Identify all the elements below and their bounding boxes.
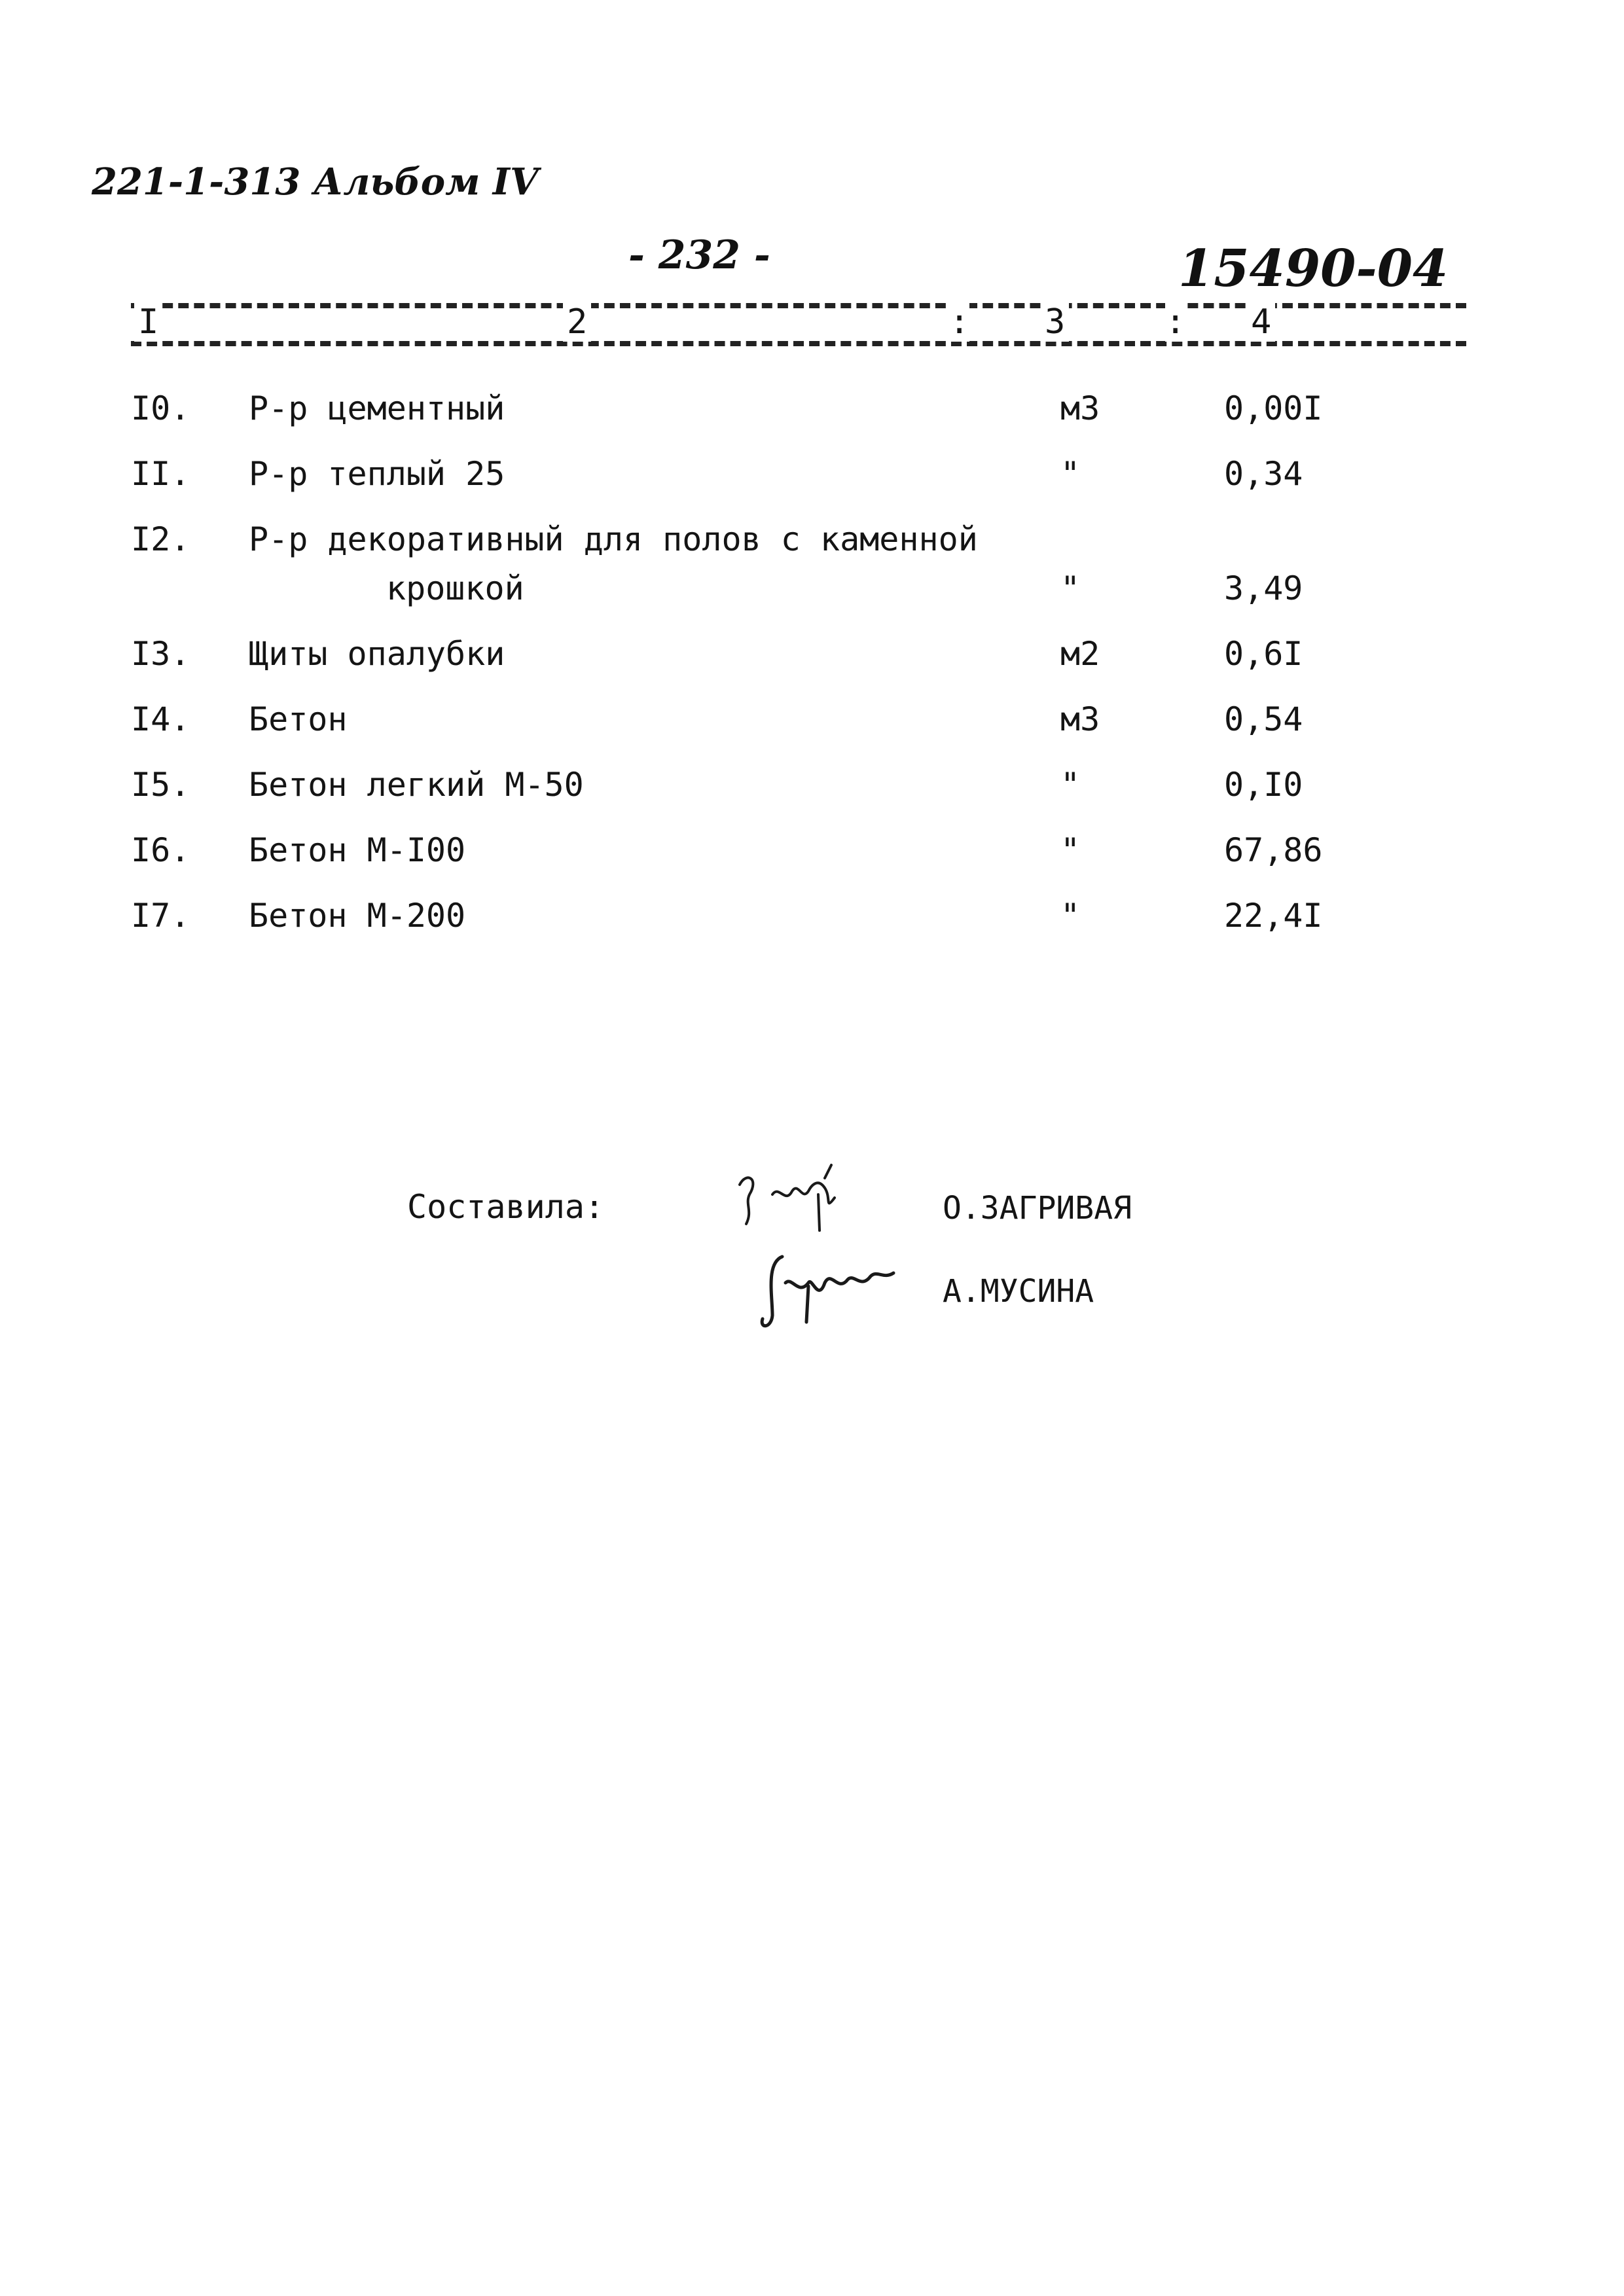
table-row: [0, 897, 1624, 949]
quantity: 22,4I: [1224, 897, 1323, 935]
unit: ": [1060, 766, 1081, 804]
row-number: I4.: [131, 700, 190, 738]
column-separator: :: [1165, 302, 1186, 342]
column-header-3: 3: [1041, 302, 1069, 342]
row-number: I2.: [131, 520, 190, 558]
material-name: Щиты опалубки: [249, 635, 505, 673]
material-name: Р-р цементный: [249, 389, 505, 427]
unit: ": [1060, 897, 1081, 935]
table-row: [0, 520, 1624, 625]
row-number: I5.: [131, 766, 190, 804]
unit: м3: [1060, 389, 1100, 427]
quantity: 0,00I: [1224, 389, 1323, 427]
table-row: [0, 389, 1624, 442]
material-name: Бетон легкий М-50: [249, 766, 584, 804]
material-name: Бетон М-I00: [249, 831, 466, 869]
signer-name: О.ЗАГРИВАЯ: [943, 1190, 1132, 1227]
table-row: [0, 700, 1624, 753]
quantity: 0,I0: [1224, 766, 1303, 804]
material-name: Бетон: [249, 700, 348, 738]
material-name: Бетон М-200: [249, 897, 466, 935]
row-number: I0.: [131, 389, 190, 427]
material-name-continuation: крошкой: [386, 569, 524, 607]
table-row: [0, 455, 1624, 507]
unit: м2: [1060, 635, 1100, 673]
table-row: [0, 766, 1624, 818]
composed-by-label: Составила:: [407, 1188, 605, 1226]
row-number: II.: [131, 455, 190, 493]
row-number: I3.: [131, 635, 190, 673]
row-number: I7.: [131, 897, 190, 935]
column-header-1: I: [134, 302, 162, 342]
unit: м3: [1060, 700, 1100, 738]
signer-name: А.МУСИНА: [943, 1273, 1094, 1310]
material-name: Р-р декоративный для полов с каменной: [249, 520, 978, 558]
quantity: 3,49: [1224, 569, 1303, 607]
header-rule-bottom: [131, 341, 1466, 346]
signature-2: [746, 1244, 910, 1342]
column-header-2: 2: [563, 302, 591, 342]
row-number: I6.: [131, 831, 190, 869]
album-reference: 221-1-313 Альбом IV: [92, 160, 539, 204]
table-row: [0, 635, 1624, 687]
document-code: 15490-04: [1178, 239, 1449, 298]
signature-1: [727, 1158, 871, 1257]
unit: ": [1060, 455, 1081, 493]
material-name: Р-р теплый 25: [249, 455, 505, 493]
quantity: 67,86: [1224, 831, 1323, 869]
table-row: [0, 831, 1624, 884]
quantity: 0,6I: [1224, 635, 1303, 673]
unit: ": [1060, 831, 1081, 869]
quantity: 0,34: [1224, 455, 1303, 493]
quantity: 0,54: [1224, 700, 1303, 738]
column-header-4: 4: [1247, 302, 1275, 342]
unit: ": [1060, 569, 1081, 607]
column-separator: :: [949, 302, 970, 342]
page-number: - 232 -: [628, 232, 770, 278]
